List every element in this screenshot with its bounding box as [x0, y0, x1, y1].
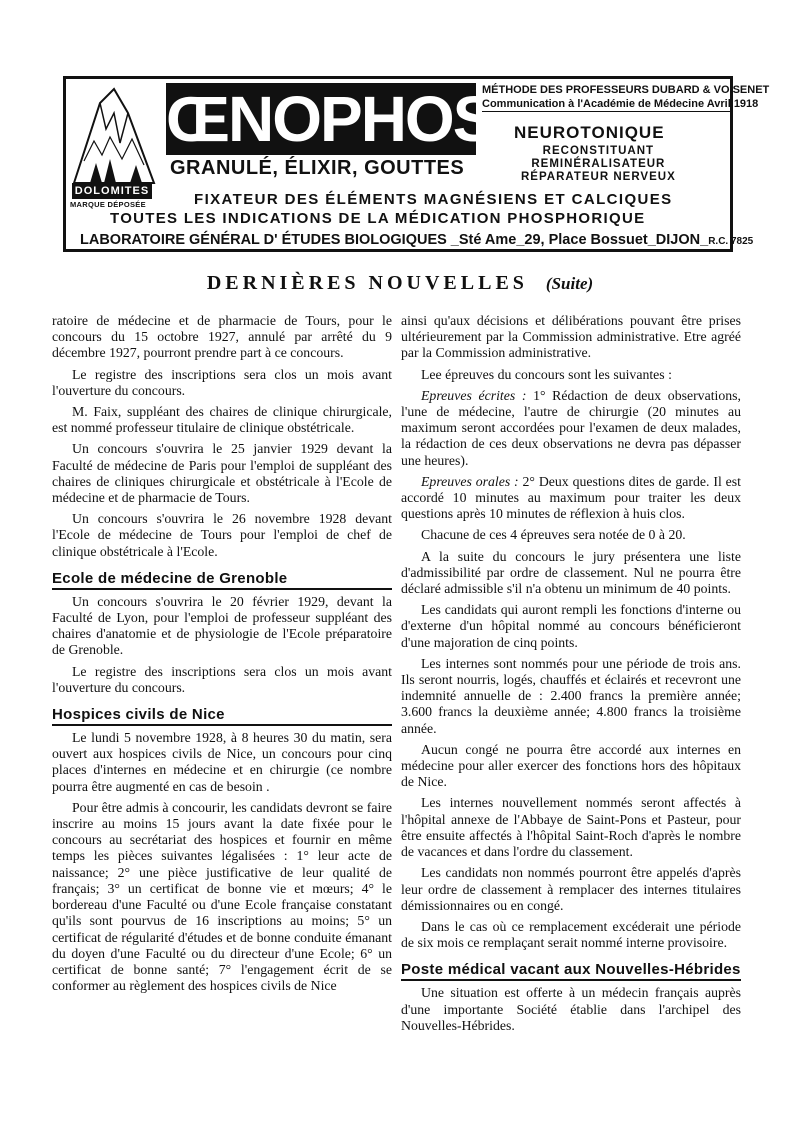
- property: REMINÉRALISATEUR: [531, 158, 666, 170]
- label-epreuves-ecrites: Epreuves écrites :: [421, 387, 527, 403]
- method-credit: [482, 83, 770, 112]
- paragraph: Une situation est offerte à un médecin français auprès d'une importante Société établie dans l'archipel des Nouvelles-Hébrides.: [401, 985, 741, 1033]
- text: 2° Deux questions dites de garde. Il est accordé 10 minutes au maximum pour traiter les deux questions après 10 minutes de réflexion à huis clos.: [401, 473, 741, 522]
- dolomites-label: DOLOMITES: [72, 183, 152, 199]
- paragraph: Les internes sont nommés pour une période de trois ans. Ils seront nourris, logés, chauffés et éclairés et recevront une indemnité annuelle de : 2.400 francs la première année; 3.600 francs la deuxième année; 4.800 francs la troisième année.: [401, 655, 741, 736]
- left-column: [52, 313, 392, 999]
- paragraph: Lee épreuves du concours sont les suivantes :: [421, 366, 672, 382]
- paragraph: Le registre des inscriptions sera clos un mois avant l'ouverture du concours.: [52, 366, 392, 398]
- paragraph: Les candidats qui auront rempli les fonctions d'interne ou d'externe d'un hôpital nommé au concours bénéficieront d'une majoration de cinq points.: [401, 602, 741, 650]
- indications-line: TOUTES LES INDICATIONS DE LA MÉDICATION PHOSPHORIQUE: [110, 210, 646, 227]
- paragraph: Le lundi 5 novembre 1928, à 8 heures 30 du matin, sera ouvert aux hospices civils de Nice, un concours pour cinq places d'internes en médecine et en chirurgie (ce nombre pourra être augmenté en cas de besoin .: [52, 730, 392, 794]
- laboratory-text: LABORATOIRE GÉNÉRAL D' ÉTUDES BIOLOGIQUES _Sté Ame_29, Place Bossuet_DIJON_: [80, 232, 709, 248]
- mountain-illustration: [70, 83, 158, 255]
- section-heading-grenoble: Ecole de médecine de Grenoble: [52, 570, 392, 590]
- paragraph: Un concours s'ouvrira le 26 novembre 1928 devant l'Ecole de médecine de Tours pour l'emploi de chef de clinique obstétricale à l'Ecole.: [52, 511, 392, 559]
- paragraph: Les internes nouvellement nommés seront affectés à l'hôpital annexe de l'Abbaye de Saint-Pons et Pasteur, pour être ensuite affectés à l'hôpital Saint-Roch d'après le nombre de vacances et dans l'ordre du classement.: [401, 795, 741, 860]
- paragraph: ratoire de médecine et de pharmacie de Tours, pour le concours du 15 octobre 1927, annulé par arrêté du 9 décembre 1927, pourront prendre part à ce concours.: [52, 313, 392, 361]
- method-line: MÉTHODE DES PROFESSEURS DUBARD & VOISENET: [482, 84, 770, 96]
- headline-suite: (Suite): [545, 274, 594, 293]
- paragraph: Pour être admis à concourir, les candidats devront se faire inscrire au moins 15 jours avant la date fixée pour le concours au secrétariat des hospices et fournir en même temps les pièces suivantes légalisées : 1° leur acte de naissance; 2° une pièce justificative de leur qualité de français; 3° un certificat de bonne vie et mœurs; 4° le bordereau d'une Faculté ou d'une Ecole française constatant qu'ils sont pourvus de 16 inscriptions au moins; 5° un certificat de régularité d'études et de bonne conduite émanant du doyen d'une Faculté ou du directeur d'une Ecole; 6° un certificat de bonne santé; 7° l'engagement écrit de se conformer au règlement des hospices civils de Nice: [52, 799, 392, 994]
- brand-logo: ŒNOPHOS: [166, 83, 494, 155]
- label-epreuves-orales: Epreuves orales :: [421, 473, 519, 489]
- fixateur-line: FIXATEUR DES ÉLÉMENTS MAGNÉSIENS ET CALCIQUES: [194, 191, 673, 208]
- paragraph: M. Faix, suppléant des chaires de clinique chirurgicale, est nommé professeur titulaire de clinique obstétricale.: [52, 404, 392, 436]
- laboratory-address: [80, 232, 753, 248]
- section-headline: [0, 272, 800, 295]
- paragraph: A la suite du concours le jury présentera une liste d'admissibilité par ordre de classement. Nul ne pourra être déclaré admissible s'il n'a obtenu un minimum de 40 points.: [401, 548, 741, 597]
- advertisement-oenophos: [63, 76, 770, 252]
- paragraph: Un concours s'ouvrira le 20 février 1929, devant la Faculté de Lyon, pour l'emploi de professeur suppléant des chaires d'anatomie et de physiologie de l'Ecole préparatoire de Grenoble.: [52, 593, 392, 658]
- property: RÉPARATEUR NERVEUX: [521, 171, 676, 183]
- property: RECONSTITUANT: [542, 145, 655, 157]
- paragraph: [401, 474, 741, 523]
- paragraph: Chacune de ces 4 épreuves sera notée de 0 à 20.: [421, 527, 686, 543]
- section-heading-nice: Hospices civils de Nice: [52, 706, 392, 726]
- product-properties: [521, 145, 676, 184]
- paragraph: ainsi qu'aux décisions et délibérations pouvant être prises ultérieurement par la Commission administrative. Etre agréé par la Commission administrative.: [401, 313, 741, 361]
- text: 1° Rédaction de deux observations, l'une de médecine, l'autre de chirurgie (20 minutes au maximum seront accordées pour l'examen de deux malades, la rédaction de ces deux observations ne devra pas dépasser une heures).: [401, 387, 741, 468]
- headline-title: DERNIÈRES NOUVELLES: [206, 272, 528, 294]
- section-heading-poste: Poste médical vacant aux Nouvelles-Hébrides: [401, 961, 741, 981]
- product-type: NEUROTONIQUE: [514, 123, 665, 142]
- paragraph: Le registre des inscriptions sera clos un mois avant l'ouverture du concours.: [52, 663, 392, 695]
- method-line: Communication à l'Académie de Médecine Avril 1918: [482, 98, 759, 110]
- trademark-label: MARQUE DÉPOSÉE: [70, 200, 146, 209]
- right-column: [401, 313, 741, 1039]
- paragraph: Dans le cas où ce remplacement excéderait une période de six mois ce remplaçant serait nommé interne provisoire.: [401, 918, 741, 951]
- rc-number: R.C. 7825: [708, 236, 754, 247]
- paragraph: Les candidats non nommés pourront être appelés d'après leur ordre de classement à remplacer des internes titulaires démissionnaires ou en congé.: [401, 865, 741, 913]
- paragraph: [401, 388, 741, 469]
- paragraph: Un concours s'ouvrira le 25 janvier 1929 devant la Faculté de médecine de Paris pour l'emploi de suppléant des chaires de cliniques chirurgicale et obstétricale à l'Ecole de médecine et de pharmacie de Tours.: [52, 441, 392, 506]
- paragraph: Aucun congé ne pourra être accordé aux internes en médecine pour aller exercer des fonctions hors des hôpitaux de Nice.: [401, 741, 741, 790]
- product-forms: GRANULÉ, ÉLIXIR, GOUTTES: [170, 157, 465, 179]
